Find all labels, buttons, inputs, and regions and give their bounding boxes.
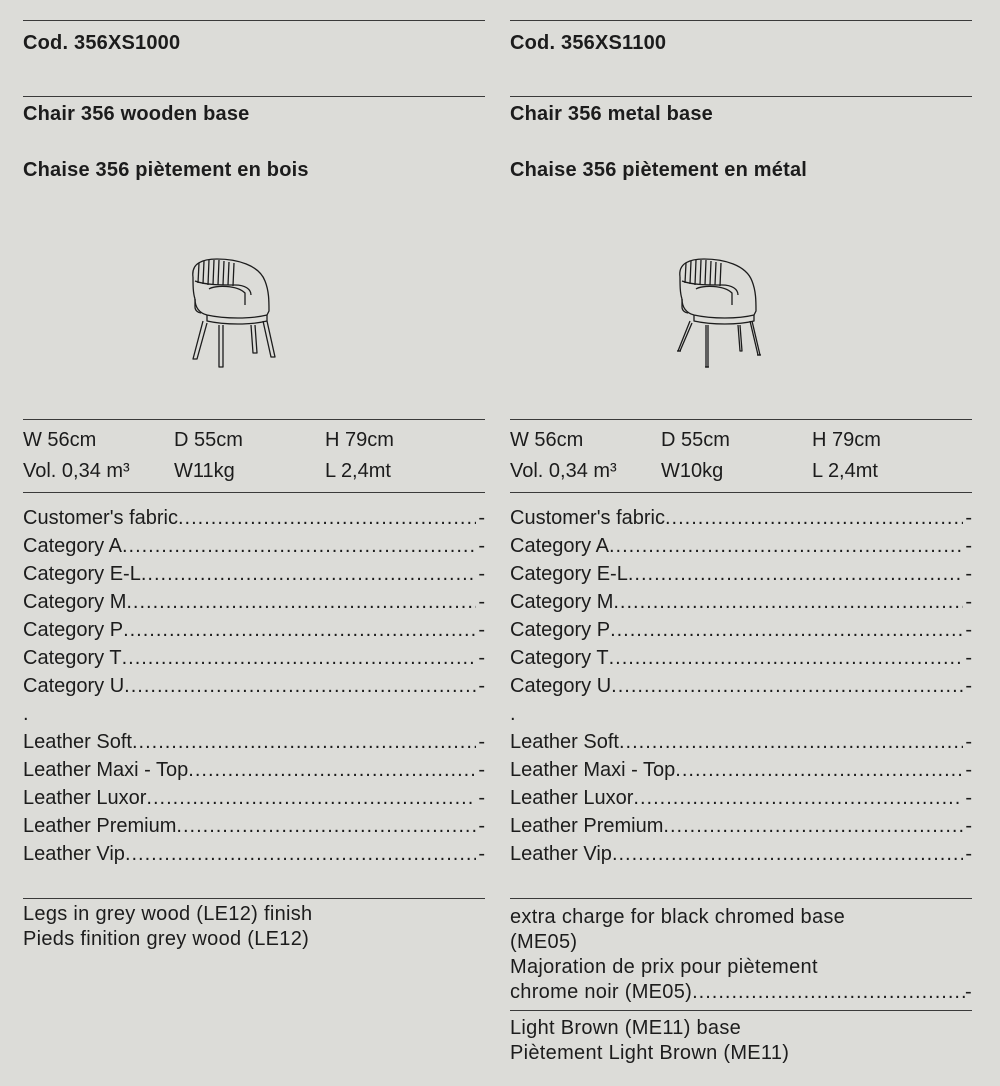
price-value: - (478, 535, 485, 557)
price-label: Category M (510, 591, 614, 613)
price-label: Category U (23, 675, 125, 697)
price-value: - (965, 731, 972, 753)
price-row (510, 784, 972, 812)
product-column-wooden (23, 0, 485, 1086)
product-code: Cod. 356XS1100 (510, 32, 667, 54)
price-value: - (965, 563, 972, 585)
divider (510, 898, 972, 899)
price-label: Leather Vip (23, 843, 125, 865)
divider (510, 419, 972, 420)
price-row (510, 672, 972, 700)
price-label: Category P (23, 619, 124, 641)
price-value: - (478, 759, 485, 781)
price-value: - (965, 843, 972, 865)
divider (510, 20, 972, 21)
weight: W10kg (661, 460, 724, 482)
price-label: Leather Maxi - Top (23, 759, 189, 781)
price-value: - (478, 591, 485, 613)
price-value: - (965, 591, 972, 613)
finish-note-en: Light Brown (ME11) base (510, 1017, 742, 1039)
product-name-en: Chair 356 metal base (510, 103, 713, 125)
divider (23, 419, 485, 420)
price-row (510, 812, 972, 840)
price-value: - (478, 619, 485, 641)
product-name-fr: Chaise 356 piètement en métal (510, 159, 808, 181)
price-value: - (965, 759, 972, 781)
extra-charge-fr: Majoration de prix pour piètement (510, 956, 818, 978)
separator-dot: . (510, 703, 516, 725)
price-row (23, 728, 485, 756)
price-row (510, 560, 972, 588)
price-label: Category A (510, 535, 609, 557)
price-value: - (478, 731, 485, 753)
extra-charge-en: extra charge for black chromed base (510, 906, 846, 928)
dimension-height: H 79cm (812, 429, 881, 451)
divider (23, 96, 485, 97)
finish-note-en: Legs in grey wood (LE12) finish (23, 903, 313, 925)
price-row (510, 616, 972, 644)
product-column-metal (510, 0, 972, 1086)
price-label: Leather Premium (510, 815, 664, 837)
price-label: Leather Soft (510, 731, 619, 753)
price-row (23, 756, 485, 784)
price-label: Leather Luxor (510, 787, 634, 809)
price-row (510, 756, 972, 784)
finish-note-fr: Pieds finition grey wood (LE12) (23, 928, 310, 950)
product-code: Cod. 356XS1000 (23, 32, 181, 54)
chair-wooden-base-illustration (185, 255, 285, 375)
price-value: - (965, 507, 972, 529)
price-value: - (478, 563, 485, 585)
price-label: Category E-L (510, 563, 628, 585)
extra-charge-code: (ME05) (510, 931, 578, 953)
price-row (23, 840, 485, 868)
separator-dot: . (23, 703, 29, 725)
price-row (510, 840, 972, 868)
dimension-depth: D 55cm (661, 429, 730, 451)
divider (510, 1010, 972, 1011)
price-value: - (478, 647, 485, 669)
price-row (510, 588, 972, 616)
extra-charge-fr-row (510, 980, 972, 1005)
dimension-width: W 56cm (23, 429, 97, 451)
price-row (23, 532, 485, 560)
divider (510, 492, 972, 493)
price-label: Leather Premium (23, 815, 177, 837)
price-label: Category A (23, 535, 122, 557)
price-row (510, 644, 972, 672)
price-label: Category E-L (23, 563, 141, 585)
price-value: - (965, 647, 972, 669)
price-value: - (478, 787, 485, 809)
price-row (23, 560, 485, 588)
dimension-depth: D 55cm (174, 429, 243, 451)
price-row (23, 588, 485, 616)
price-label: Leather Vip (510, 843, 612, 865)
dimension-width: W 56cm (510, 429, 584, 451)
product-name-en: Chair 356 wooden base (23, 103, 250, 125)
price-label: Category T (510, 647, 609, 669)
dimension-height: H 79cm (325, 429, 394, 451)
price-value: - (478, 507, 485, 529)
separator-row (23, 700, 485, 728)
volume: Vol. 0,34 m³ (23, 460, 130, 482)
price-label: Customer's fabric (23, 507, 178, 529)
finish-note-fr: Piètement Light Brown (ME11) (510, 1042, 790, 1064)
price-row (23, 644, 485, 672)
price-row (23, 504, 485, 532)
price-value: - (965, 787, 972, 809)
price-label: Category U (510, 675, 612, 697)
price-label: Category P (510, 619, 611, 641)
chair-metal-base-illustration (672, 255, 772, 375)
divider (23, 898, 485, 899)
fabric-length: L 2,4mt (812, 460, 878, 482)
extra-charge-value: - (965, 981, 972, 1003)
price-value: - (478, 843, 485, 865)
price-label: Category M (23, 591, 127, 613)
price-value: - (478, 675, 485, 697)
separator-row (510, 700, 972, 728)
price-row (510, 504, 972, 532)
price-value: - (965, 619, 972, 641)
product-name-fr: Chaise 356 piètement en bois (23, 159, 309, 181)
price-label: Customer's fabric (510, 507, 665, 529)
price-label: Leather Luxor (23, 787, 147, 809)
price-list (23, 504, 485, 868)
volume: Vol. 0,34 m³ (510, 460, 617, 482)
divider (23, 20, 485, 21)
price-value: - (965, 535, 972, 557)
price-row (23, 616, 485, 644)
divider (510, 96, 972, 97)
price-row (510, 728, 972, 756)
price-value: - (478, 815, 485, 837)
price-value: - (965, 675, 972, 697)
price-row (23, 812, 485, 840)
price-label: Category T (23, 647, 122, 669)
extra-charge-fr-label: chrome noir (ME05) (510, 981, 693, 1003)
price-row (23, 672, 485, 700)
fabric-length: L 2,4mt (325, 460, 391, 482)
price-value: - (965, 815, 972, 837)
weight: W11kg (174, 460, 235, 482)
price-label: Leather Maxi - Top (510, 759, 676, 781)
divider (23, 492, 485, 493)
price-row (510, 532, 972, 560)
price-list (510, 504, 972, 868)
price-label: Leather Soft (23, 731, 132, 753)
price-row (23, 784, 485, 812)
